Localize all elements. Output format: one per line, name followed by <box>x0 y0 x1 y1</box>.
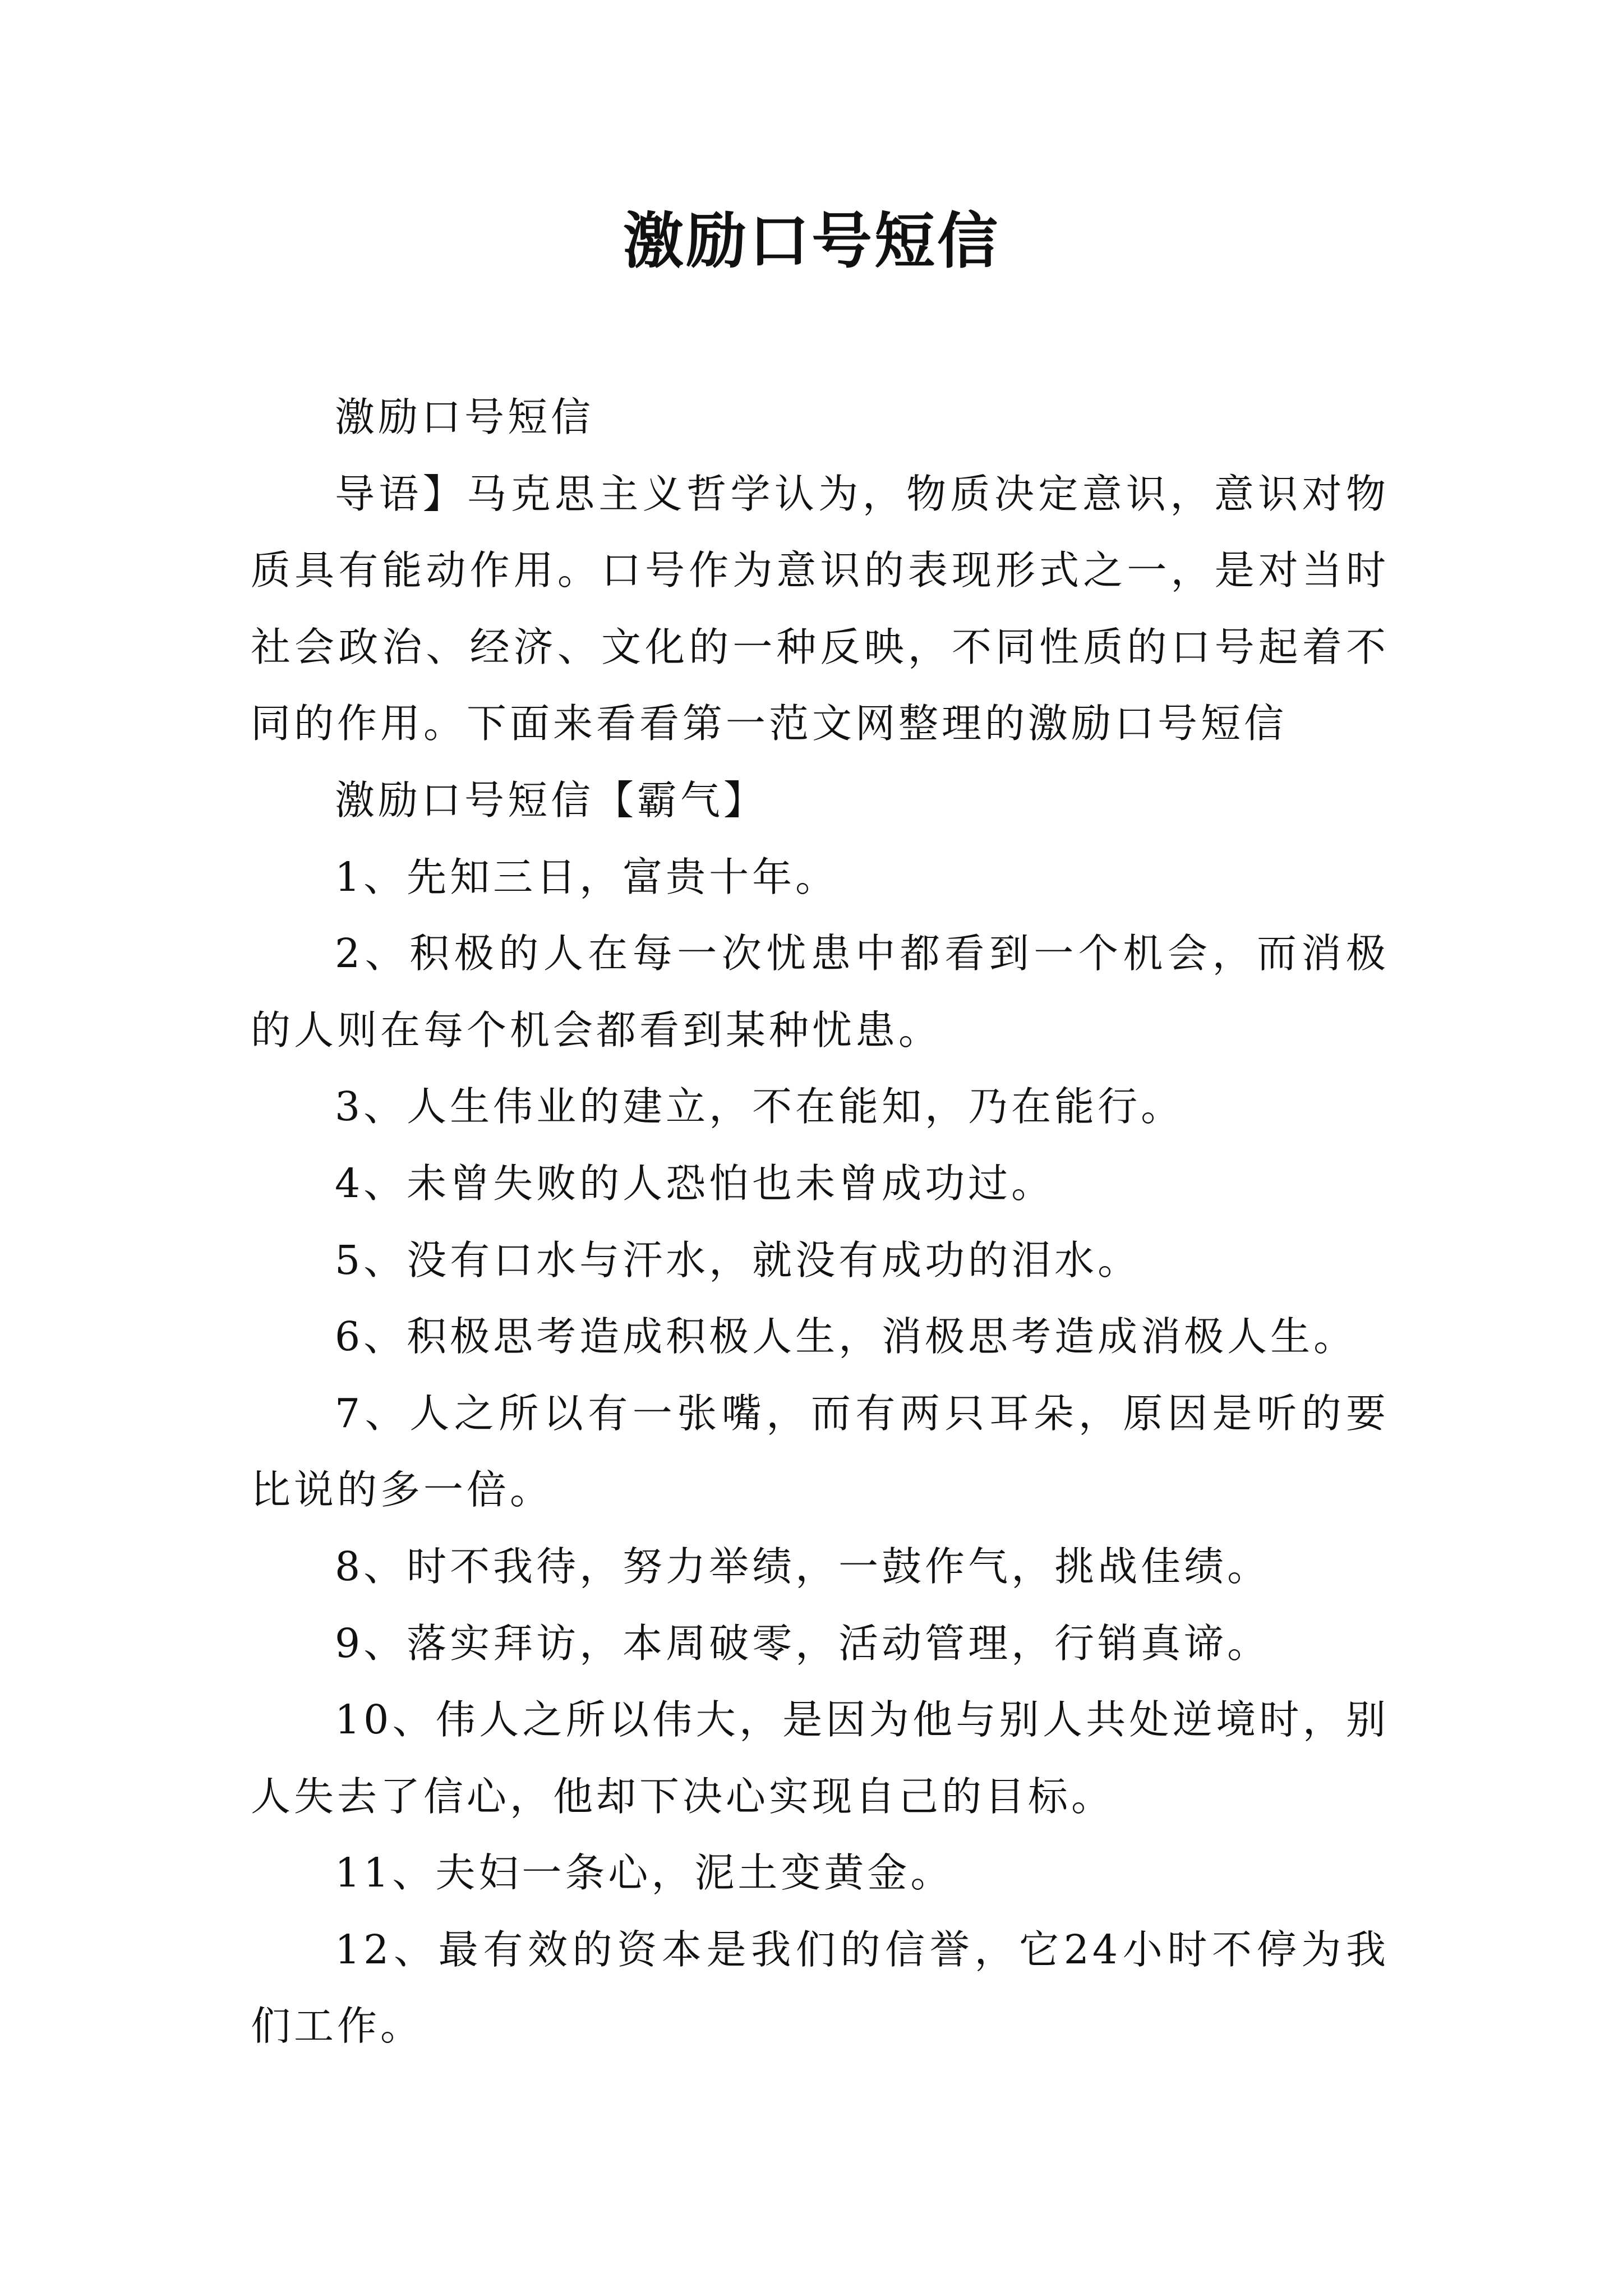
list-item: 9、落实拜访，本周破零，活动管理，行销真谛。 <box>335 1619 1271 1667</box>
list-item: 12、最有效的资本是我们的信誉，它24小时不停为我们工作。 <box>251 1926 1389 2050</box>
document-title: 激励口号短信 <box>623 206 1000 277</box>
list-item: 2、积极的人在每一次忧患中都看到一个机会，而消极的人则在每个机会都看到某种忧患。 <box>251 930 1389 1053</box>
list-item: 8、时不我待，努力举绩，一鼓作气，挑战佳绩。 <box>335 1543 1271 1590</box>
list-item: 11、夫妇一条心，泥土变黄金。 <box>335 1849 954 1897</box>
paragraph-intro: 导语】马克思主义哲学认为，物质决定意识，意识对物质具有能动作用。口号作为意识的表现形式之一，是对当时社会政治、经济、文化的一种反映，不同性质的口号起着不同的作用。下面来看看第一范文网整理的激励口号短信 <box>251 470 1389 747</box>
section-heading: 激励口号短信【霸气】 <box>335 776 767 823</box>
list-item: 7、人之所以有一张嘴，而有两只耳朵，原因是听的要比说的多一倍。 <box>251 1389 1389 1513</box>
list-item: 1、先知三日，富贵十年。 <box>335 853 839 900</box>
list-item: 5、没有口水与汗水，就没有成功的泪水。 <box>335 1236 1141 1283</box>
paragraph-heading: 激励口号短信 <box>335 394 594 440</box>
list-item: 3、人生伟业的建立，不在能知，乃在能行。 <box>335 1083 1184 1130</box>
list-item: 4、未曾失败的人恐怕也未曾成功过。 <box>335 1159 1055 1207</box>
list-item: 6、积极思考造成积极人生，消极思考造成消极人生。 <box>335 1313 1357 1360</box>
document-body <box>251 379 1389 2065</box>
list-item: 10、伟人之所以伟大，是因为他与别人共处逆境时，别人失去了信心，他却下决心实现自己的目标。 <box>251 1696 1389 1820</box>
